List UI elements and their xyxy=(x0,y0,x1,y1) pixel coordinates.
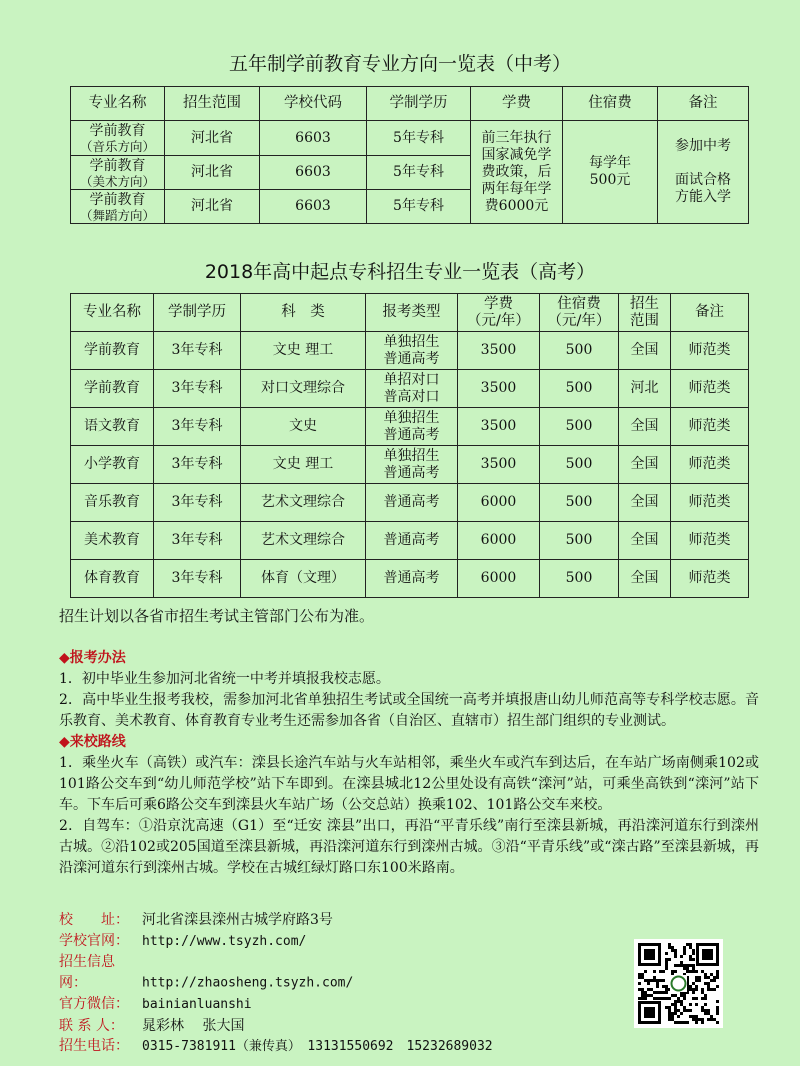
route-item: 1．乘坐火车（高铁）或汽车：滦县长途汽车站与火车站相邻，乘坐火车或汽车到达后，在车站广场南侧乘102或101路公交车到“幼儿师范学校”站下车即到。在滦县城北12公里处设有高铁“滦河”站，可乘坐高铁到“滦河”站下车。下车后可乘6路公交车到滦县火车站广场（公交总站）换乘102、101路公交车来校。 xyxy=(59,755,759,813)
exam-cell: 普通高考 xyxy=(366,560,458,598)
table-row xyxy=(71,121,749,156)
table1-title: 五年制学前教育专业方向一览表（中考） xyxy=(228,53,571,75)
header-cell: 学制学历 xyxy=(154,294,241,332)
table2-title: 2018年高中起点专科招生专业一览表（高考） xyxy=(204,261,596,283)
dorm-cell: 500 xyxy=(540,408,619,446)
contact-row: 招生信息网： http://zhaosheng.tsyzh.com/ xyxy=(59,954,354,991)
header-cell: 备注 xyxy=(671,294,749,332)
range-cell: 全国 xyxy=(619,408,671,446)
table-header-row xyxy=(71,294,749,332)
fee-cell: 3500 xyxy=(458,370,540,408)
contact-row: 校 址： 河北省滦县滦州古城学府路3号 xyxy=(59,912,333,928)
header-cell: 学制学历 xyxy=(367,87,471,121)
code-cell: 6603 xyxy=(260,190,367,224)
exam-cell: 普通高考 xyxy=(366,522,458,560)
subject-cell: 文史 理工 xyxy=(241,332,366,370)
exam-cell: 单独招生 普通高考 xyxy=(366,408,458,446)
system-cell: 3年专科 xyxy=(154,332,241,370)
dorm-cell: 500 xyxy=(540,522,619,560)
header-cell: 学费 xyxy=(471,87,563,121)
system-cell: 5年专科 xyxy=(367,190,471,224)
route-item: 2．自驾车：①沿京沈高速（G1）至“迁安 滦县”出口，再沿“平青乐线”南行至滦县新城，再沿滦河道东行到滦州古城。②沿102或205国道至滦县新城，再沿滦河道东行到滦州古城。③沿“平青乐线”或“滦古路”至滦县新城，再沿滦河道东行到滦州古城。学校在古城红绿灯路口东100米路南。 xyxy=(59,818,759,876)
subject-cell: 对口文理综合 xyxy=(241,370,366,408)
fee-cell: 6000 xyxy=(458,484,540,522)
table-five-year-programs xyxy=(70,86,749,224)
major-name: 美术教育 xyxy=(71,522,154,560)
subject-cell: 艺术文理综合 xyxy=(241,522,366,560)
major-name: 学前教育 （音乐方向） xyxy=(71,121,165,156)
header-cell: 报考类型 xyxy=(366,294,458,332)
dorm-cell: 500 xyxy=(540,332,619,370)
header-cell: 学费 （元/年） xyxy=(458,294,540,332)
plan-note: 招生计划以各省市招生考试主管部门公布为准。 xyxy=(59,607,375,625)
route-heading: ◆来校路线 xyxy=(59,734,126,750)
table-row xyxy=(71,522,749,560)
range-cell: 全国 xyxy=(619,446,671,484)
dorm-cell: 500 xyxy=(540,560,619,598)
table-row xyxy=(71,446,749,484)
apply-heading: ◆报考办法 xyxy=(59,650,126,666)
system-cell: 3年专科 xyxy=(154,484,241,522)
admissions-link[interactable]: http://zhaosheng.tsyzh.com/ xyxy=(142,975,354,991)
range-cell: 河北省 xyxy=(165,121,260,156)
exam-cell: 普通高考 xyxy=(366,484,458,522)
qr-code-icon xyxy=(634,939,723,1028)
fee-cell: 6000 xyxy=(458,560,540,598)
major-name: 学前教育 （舞蹈方向） xyxy=(71,190,165,224)
note-cell: 师范类 xyxy=(671,408,749,446)
header-cell: 专业名称 xyxy=(71,294,154,332)
range-cell: 全国 xyxy=(619,560,671,598)
major-name: 小学教育 xyxy=(71,446,154,484)
note-cell: 师范类 xyxy=(671,522,749,560)
subject-cell: 文史 理工 xyxy=(241,446,366,484)
fee-cell: 前三年执行 国家减免学 费政策，后 两年每年学 费6000元 xyxy=(471,121,563,224)
contact-row: 招生电话： 0315-7381911（兼传真） 13131550692 15232689032 xyxy=(59,1038,493,1054)
subject-cell: 体育（文理） xyxy=(241,560,366,598)
code-cell: 6603 xyxy=(260,156,367,190)
dorm-cell: 500 xyxy=(540,370,619,408)
subject-cell: 文史 xyxy=(241,408,366,446)
note-cell: 参加中考 面试合格 方能入学 xyxy=(658,121,749,224)
fee-cell: 3500 xyxy=(458,446,540,484)
header-cell: 备注 xyxy=(658,87,749,121)
dorm-cell: 每学年 500元 xyxy=(563,121,658,224)
note-cell: 师范类 xyxy=(671,370,749,408)
header-cell: 学校代码 xyxy=(260,87,367,121)
contact-row: 官方微信： bainianluanshi xyxy=(59,996,252,1012)
apply-section xyxy=(59,648,759,879)
exam-cell: 单独招生 普通高考 xyxy=(366,446,458,484)
note-cell: 师范类 xyxy=(671,446,749,484)
system-cell: 3年专科 xyxy=(154,522,241,560)
range-cell: 全国 xyxy=(619,522,671,560)
fee-cell: 3500 xyxy=(458,332,540,370)
table-header-row xyxy=(71,87,749,121)
table-row xyxy=(71,560,749,598)
fee-cell: 6000 xyxy=(458,522,540,560)
note-cell: 师范类 xyxy=(671,484,749,522)
website-link[interactable]: http://www.tsyzh.com/ xyxy=(142,933,307,949)
range-cell: 全国 xyxy=(619,332,671,370)
range-cell: 全国 xyxy=(619,484,671,522)
major-name: 学前教育 xyxy=(71,370,154,408)
table-row xyxy=(71,408,749,446)
table-college-programs xyxy=(70,293,749,598)
apply-item: 2．高中毕业生报考我校，需参加河北省单独招生考试或全国统一高考并填报唐山幼儿师范高等专科学校志愿。音乐教育、美术教育、体育教育专业考生还需参加各省（自治区、直辖市）招生部门组织的专业测试。 xyxy=(59,692,759,729)
system-cell: 5年专科 xyxy=(367,156,471,190)
note-cell: 师范类 xyxy=(671,332,749,370)
system-cell: 3年专科 xyxy=(154,446,241,484)
contact-block xyxy=(59,910,493,1058)
contact-row: 学校官网： http://www.tsyzh.com/ xyxy=(59,932,307,949)
exam-cell: 单独招生 普通高考 xyxy=(366,332,458,370)
range-cell: 河北省 xyxy=(165,156,260,190)
table-row xyxy=(71,484,749,522)
major-name: 学前教育 xyxy=(71,332,154,370)
dorm-cell: 500 xyxy=(540,484,619,522)
range-cell: 河北 xyxy=(619,370,671,408)
major-name: 学前教育 （美术方向） xyxy=(71,156,165,190)
header-cell: 住宿费 （元/年） xyxy=(540,294,619,332)
system-cell: 3年专科 xyxy=(154,370,241,408)
table-row xyxy=(71,370,749,408)
table-row xyxy=(71,332,749,370)
apply-item: 1．初中毕业生参加河北省统一中考并填报我校志愿。 xyxy=(59,671,390,687)
header-cell: 住宿费 xyxy=(563,87,658,121)
note-cell: 师范类 xyxy=(671,560,749,598)
contact-row: 联 系 人： 晁彩林 张大国 xyxy=(59,1017,245,1034)
major-name: 音乐教育 xyxy=(71,484,154,522)
major-name: 语文教育 xyxy=(71,408,154,446)
dorm-cell: 500 xyxy=(540,446,619,484)
range-cell: 河北省 xyxy=(165,190,260,224)
subject-cell: 艺术文理综合 xyxy=(241,484,366,522)
system-cell: 5年专科 xyxy=(367,121,471,156)
header-cell: 科 类 xyxy=(241,294,366,332)
exam-cell: 单招对口 普高对口 xyxy=(366,370,458,408)
header-cell: 专业名称 xyxy=(71,87,165,121)
header-cell: 招生 范围 xyxy=(619,294,671,332)
major-name: 体育教育 xyxy=(71,560,154,598)
header-cell: 招生范围 xyxy=(165,87,260,121)
system-cell: 3年专科 xyxy=(154,408,241,446)
code-cell: 6603 xyxy=(260,121,367,156)
system-cell: 3年专科 xyxy=(154,560,241,598)
fee-cell: 3500 xyxy=(458,408,540,446)
